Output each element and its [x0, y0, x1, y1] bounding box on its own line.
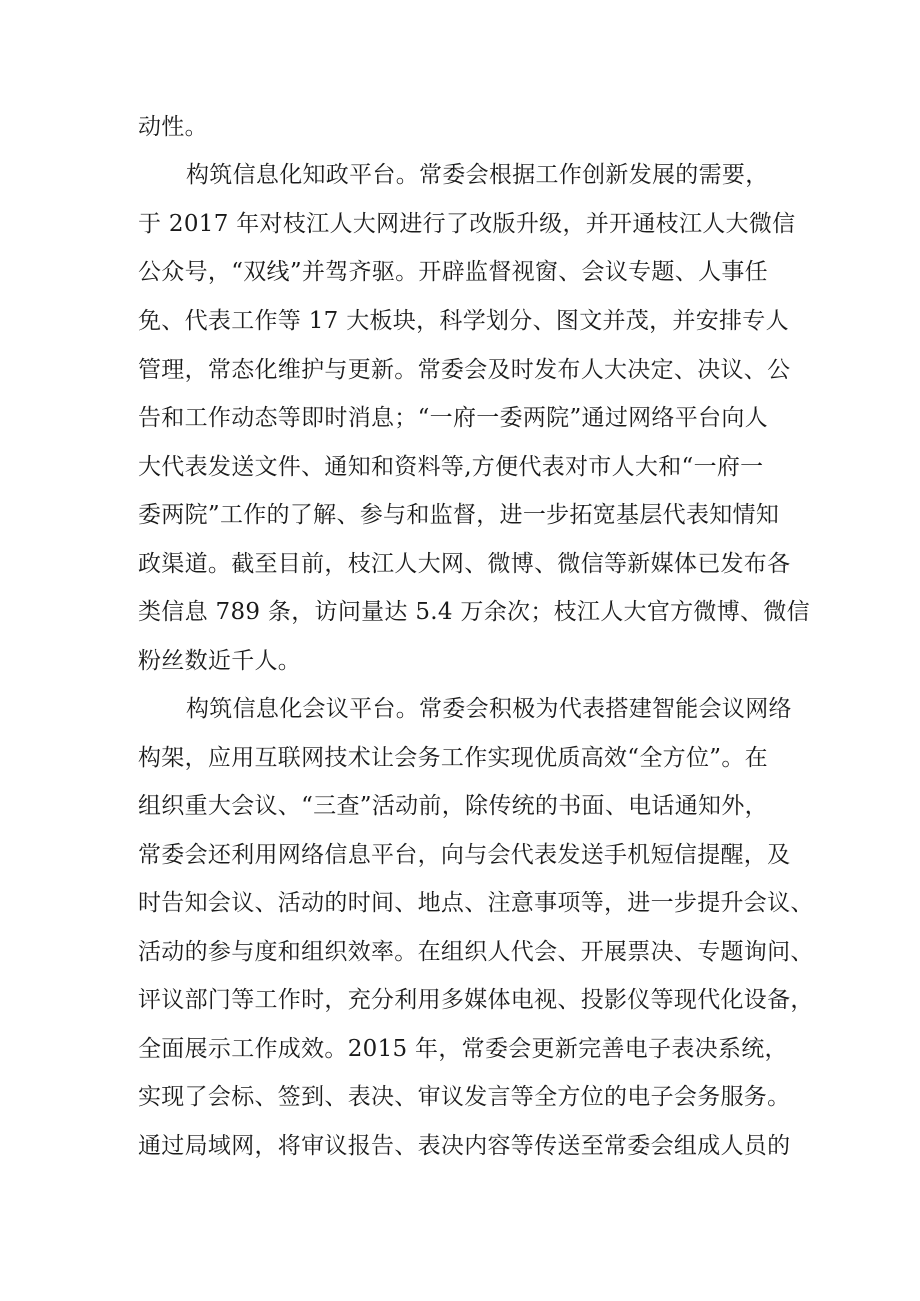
paragraph-heading-line: 构筑信息化知政平台。常委会根据工作创新发展的需要，: [186, 162, 769, 188]
text-line: 公众号，“双线”并驾齐驱。开辟监督视窗、会议专题、人事任: [138, 259, 768, 285]
text-line: 全面展示工作成效。2015 年，常委会更新完善电子表决系统，: [138, 1036, 788, 1062]
text-line: 通过局域网，将审议报告、表决内容等传送至常委会组成人员的: [138, 1133, 791, 1159]
text-line: 时告知会议、活动的时间、地点、注意事项等，进一步提升会议、: [138, 890, 814, 916]
text-line: 告和工作动态等即时消息；“一府一委两院”通过网络平台向人: [138, 405, 768, 431]
text-line: 构架，应用互联网技术让会务工作实现优质高效“全方位”。在: [138, 745, 768, 771]
text-line: 政渠道。截至目前，枝江人大网、微博、微信等新媒体已发布各: [138, 551, 791, 577]
text-line: 活动的参与度和组织效率。在组织人代会、开展票决、专题询问、: [138, 939, 814, 965]
text-line: 委两院”工作的了解、参与和监督，进一步拓宽基层代表知情知: [138, 502, 780, 528]
text-line: 实现了会标、签到、表决、审议发言等全方位的电子会务服务。: [138, 1084, 791, 1110]
text-line: 评议部门等工作时，充分利用多媒体电视、投影仪等现代化设备，: [138, 987, 814, 1013]
text-line: 粉丝数近千人。: [138, 648, 302, 674]
text-line: 组织重大会议、“三查”活动前，除传统的书面、电话通知外，: [138, 793, 768, 819]
text-line: 于 2017 年对枝江人大网进行了改版升级，并开通枝江人大微信: [138, 211, 796, 237]
text-line: 管理，常态化维护与更新。常委会及时发布人大决定、决议、公: [138, 357, 791, 383]
text-line: 大代表发送文件、通知和资料等,方便代表对市人大和“一府一: [138, 454, 764, 480]
paragraph-heading-line: 构筑信息化会议平台。常委会积极为代表搭建智能会议网络: [186, 696, 792, 722]
text-line: 类信息 789 条，访问量达 5.4 万余次；枝江人大官方微博、微信: [138, 599, 810, 625]
text-line: 常委会还利用网络信息平台，向与会代表发送手机短信提醒，及: [138, 842, 791, 868]
text-line: 免、代表工作等 17 大板块，科学划分、图文并茂，并安排专人: [138, 308, 789, 334]
text-line: 动性。: [138, 114, 208, 140]
